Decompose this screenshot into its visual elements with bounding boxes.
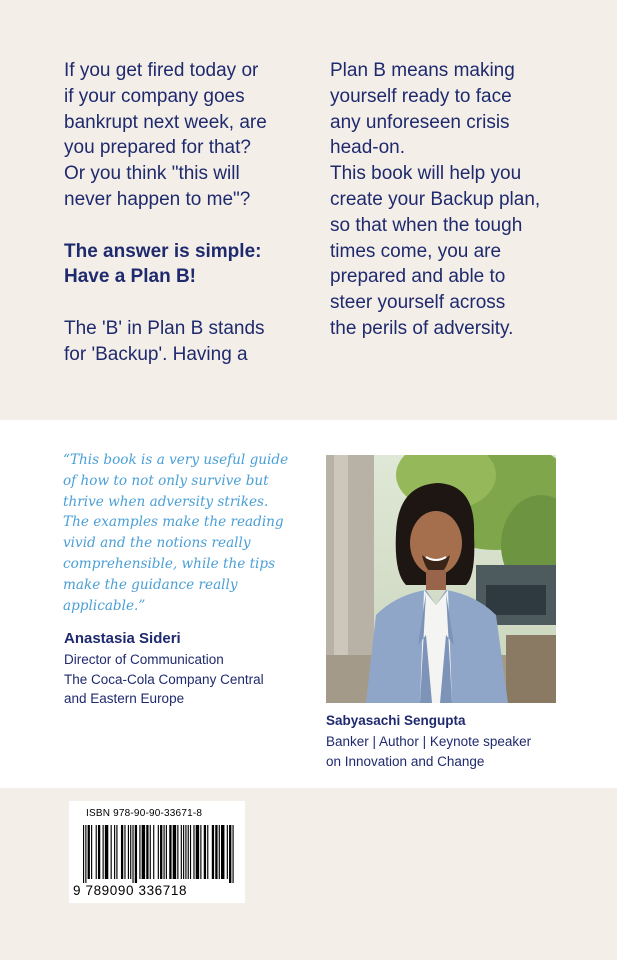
barcode-bar <box>200 825 201 879</box>
barcode-bar <box>188 825 189 879</box>
blurb-line: you prepared for that? <box>64 137 251 159</box>
barcode-bar <box>185 825 186 879</box>
barcode-bar <box>173 825 176 879</box>
barcode-bars <box>79 825 237 883</box>
barcode-bar <box>121 825 123 879</box>
barcode-bar <box>139 825 140 879</box>
quote-line: vivid and the notions really <box>63 535 251 552</box>
barcode-bar <box>153 825 154 879</box>
blurb-line: Plan B means making <box>330 60 515 81</box>
blurb-right-column <box>330 58 580 342</box>
barcode-bar <box>193 825 194 879</box>
author-photo <box>326 455 556 703</box>
blurb-line: so that when the tough <box>330 214 523 236</box>
role-line: and Eastern Europe <box>64 691 185 706</box>
role-line: Director of Communication <box>64 652 224 667</box>
barcode-bar <box>207 825 208 879</box>
quote-line: The examples make the reading <box>63 514 284 531</box>
blurb-line: head-on. <box>330 137 406 159</box>
blurb-highlight-line: The answer is simple: <box>64 240 262 262</box>
blurb-line: The 'B' in Plan B stands <box>64 317 265 339</box>
quote-line: make the guidance really <box>63 576 238 593</box>
isbn-label: ISBN 978-90-90-33671-8 <box>86 808 203 819</box>
barcode-bar <box>181 825 182 879</box>
barcode-bar <box>146 825 148 879</box>
barcode-bar <box>96 825 97 879</box>
blurb-line: steer yourself across <box>330 292 506 314</box>
barcode-bar <box>177 825 178 879</box>
barcode-bar <box>212 825 214 879</box>
barcode-bar <box>164 825 165 879</box>
blurb-line: create your Backup plan, <box>330 188 541 210</box>
blurb-line: the perils of adversity. <box>330 317 514 339</box>
barcode-bar <box>219 825 220 879</box>
testimonial-author-name: Anastasia Sideri <box>64 630 181 647</box>
barcode-bar <box>116 825 117 879</box>
isbn-barcode <box>69 801 245 903</box>
barcode-bar <box>160 825 162 879</box>
role-line: Banker | Author | Keynote speaker <box>326 734 532 749</box>
barcode-bar <box>233 825 234 883</box>
barcode-bar <box>130 825 131 879</box>
blurb-line: for 'Backup'. Having a <box>64 343 248 365</box>
barcode-digits: 9 789090 336718 <box>73 883 188 898</box>
blurb-line: This book will help you <box>330 163 522 185</box>
barcode-bar <box>128 825 129 879</box>
barcode-bar <box>221 825 224 879</box>
barcode-bar <box>196 825 199 879</box>
blurb-line: Or you think "this will <box>64 163 240 185</box>
barcode-bar <box>229 825 231 883</box>
barcode-bar <box>204 825 206 879</box>
barcode-bar <box>111 825 112 879</box>
scallop-edge <box>0 396 617 424</box>
blurb-line: any unforeseen crisis <box>330 111 510 133</box>
blurb-line: times come, you are <box>330 240 502 262</box>
quote-line: comprehensible, while the tips <box>63 555 276 572</box>
role-line: The Coca-Cola Company Central <box>64 671 264 687</box>
barcode-bar <box>85 825 86 883</box>
blurb-line: bankrupt next week, are <box>64 111 267 133</box>
author-name: Sabyasachi Sengupta <box>326 713 466 728</box>
blurb-line: prepared and able to <box>330 266 506 288</box>
quote-line: applicable.” <box>63 597 146 614</box>
barcode-bar <box>190 825 191 879</box>
quote-line: thrive when adversity strikes. <box>63 493 269 510</box>
barcode-bar <box>88 825 90 879</box>
blurb-line: never happen to me"? <box>64 188 251 210</box>
barcode-bar <box>135 825 137 883</box>
barcode-bar <box>132 825 133 883</box>
blurb-highlight-line: Have a Plan B! <box>64 266 196 288</box>
barcode-bar <box>150 825 151 879</box>
testimonial-author-role <box>64 650 314 709</box>
barcode-bar <box>124 825 125 879</box>
quote-line: “This book is a very useful guide <box>63 452 289 468</box>
blurb-line: if your company goes <box>64 85 245 107</box>
barcode-bar <box>166 825 167 879</box>
barcode-bar <box>183 825 184 879</box>
quote-line: of how to not only survive but <box>63 472 269 489</box>
blurb-line: yourself ready to face <box>330 85 512 107</box>
testimonial-quote <box>63 450 308 616</box>
blurb-line: If you get fired today or <box>64 60 259 81</box>
barcode-bar <box>91 825 92 879</box>
blurb-left-column <box>64 58 300 368</box>
barcode-bar <box>98 825 100 879</box>
barcode-bar <box>142 825 145 879</box>
barcode-bar <box>169 825 171 879</box>
barcode-bar <box>114 825 115 879</box>
barcode-bar <box>105 825 108 879</box>
barcode-bar <box>158 825 159 879</box>
barcode-bar <box>103 825 104 879</box>
barcode-bar <box>83 825 84 883</box>
author-role <box>326 732 566 771</box>
barcode-bar <box>215 825 217 879</box>
barcode-bar <box>227 825 228 879</box>
role-line: on Innovation and Change <box>326 753 485 769</box>
